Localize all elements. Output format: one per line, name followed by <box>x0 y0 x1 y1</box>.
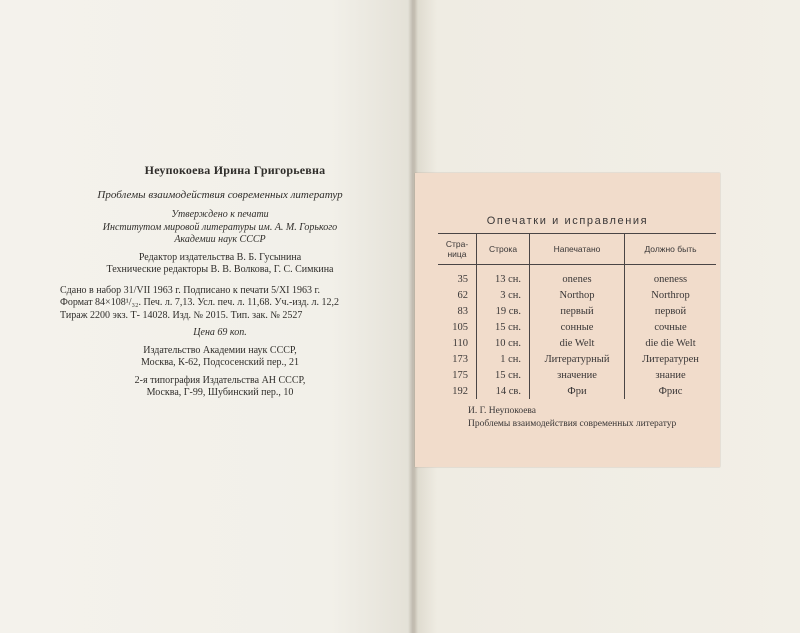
errata-row <box>438 367 716 383</box>
approved-line: Академии наук СССР <box>174 234 266 245</box>
errata-line: 13 сн. <box>477 265 530 288</box>
errata-line: 10 сн. <box>477 335 530 351</box>
errata-row <box>438 303 716 319</box>
header-line: Строка <box>477 234 530 265</box>
header-printed: Напечатано <box>530 234 625 265</box>
errata-footer-title: Проблемы взаимодействия современных литератур <box>468 419 677 429</box>
errata-slip <box>415 173 720 467</box>
printer-line: 2-я типография Издательства АН СССР, <box>134 374 306 386</box>
author-name: Неупокоева Ирина Григорьевна <box>144 163 326 177</box>
errata-page: 105 <box>452 321 468 333</box>
printer-line: Москва, Г-99, Шубинский пер., 10 <box>146 387 294 398</box>
errata-row <box>438 335 716 351</box>
errata-page: 192 <box>452 385 468 397</box>
errata-row <box>438 383 716 399</box>
price-line: Цена 69 коп. <box>193 327 247 338</box>
errata-title: Опечатки и исправления <box>486 215 649 227</box>
errata-printed: Фри <box>530 383 625 399</box>
errata-footer-author: И. Г. Неупокоева <box>468 406 536 416</box>
print-line: Формат 84×108¹/₃₂. Печ. л. 7,13. Усл. печ. л. 11,68. Уч.-изд. л. 12,2 <box>60 297 340 308</box>
errata-printed: первый <box>530 303 625 319</box>
errata-printed: Northop <box>530 287 625 303</box>
errata-header-row <box>438 234 716 265</box>
errata-printed: die Welt <box>530 335 625 351</box>
errata-line: 15 сн. <box>477 367 530 383</box>
header-correct: Должно быть <box>625 234 717 265</box>
errata-table <box>438 233 716 399</box>
publisher-line: Москва, К-62, Подсосенский пер., 21 <box>140 357 300 368</box>
errata-correct: первой <box>625 303 717 319</box>
errata-footer <box>468 405 676 431</box>
book-title: Проблемы взаимодействия современных литератур <box>97 188 343 201</box>
errata-correct: oneness <box>625 265 717 288</box>
errata-line: 15 сн. <box>477 319 530 335</box>
errata-line: 19 св. <box>477 303 530 319</box>
errata-page: 110 <box>452 337 468 349</box>
approved-line: Институтом мировой литературы им. А. М. Горького <box>102 221 338 233</box>
errata-row <box>438 319 716 335</box>
errata-printed: значение <box>530 367 625 383</box>
errata-page: 175 <box>452 369 468 381</box>
errata-line: 14 св. <box>477 383 530 399</box>
header-page: Стра-ница <box>438 234 477 265</box>
tech-editors-line: Технические редакторы В. В. Волкова, Г. С. Симкина <box>106 264 334 275</box>
errata-page: 83 <box>457 305 468 317</box>
errata-correct: Литературен <box>625 351 717 367</box>
print-line: Тираж 2200 экз. Т- 14028. Изд. № 2015. Тип. зак. № 2527 <box>60 309 303 321</box>
errata-page: 35 <box>457 273 468 285</box>
errata-printed: onenes <box>530 265 625 288</box>
publisher-line: Издательство Академии наук СССР, <box>143 344 297 356</box>
errata-correct: die die Welt <box>625 335 717 351</box>
colophon <box>60 164 380 400</box>
errata-correct: Northrop <box>625 287 717 303</box>
errata-page: 62 <box>457 289 468 301</box>
print-line: Сдано в набор 31/VII 1963 г. Подписано к печати 5/XI 1963 г. <box>60 284 320 296</box>
approved-line: Утверждено к печати <box>171 209 269 220</box>
errata-correct: сочные <box>625 319 717 335</box>
errata-page: 173 <box>452 353 468 365</box>
errata-printed: Литературный <box>530 351 625 367</box>
errata-row <box>438 265 716 288</box>
editor-line: Редактор издательства В. Б. Гусынина <box>138 251 302 263</box>
errata-row <box>438 287 716 303</box>
errata-row <box>438 351 716 367</box>
errata-correct: знание <box>625 367 717 383</box>
errata-line: 3 сн. <box>477 287 530 303</box>
errata-line: 1 сн. <box>477 351 530 367</box>
errata-printed: сонные <box>530 319 625 335</box>
errata-correct: Фрис <box>625 383 717 399</box>
